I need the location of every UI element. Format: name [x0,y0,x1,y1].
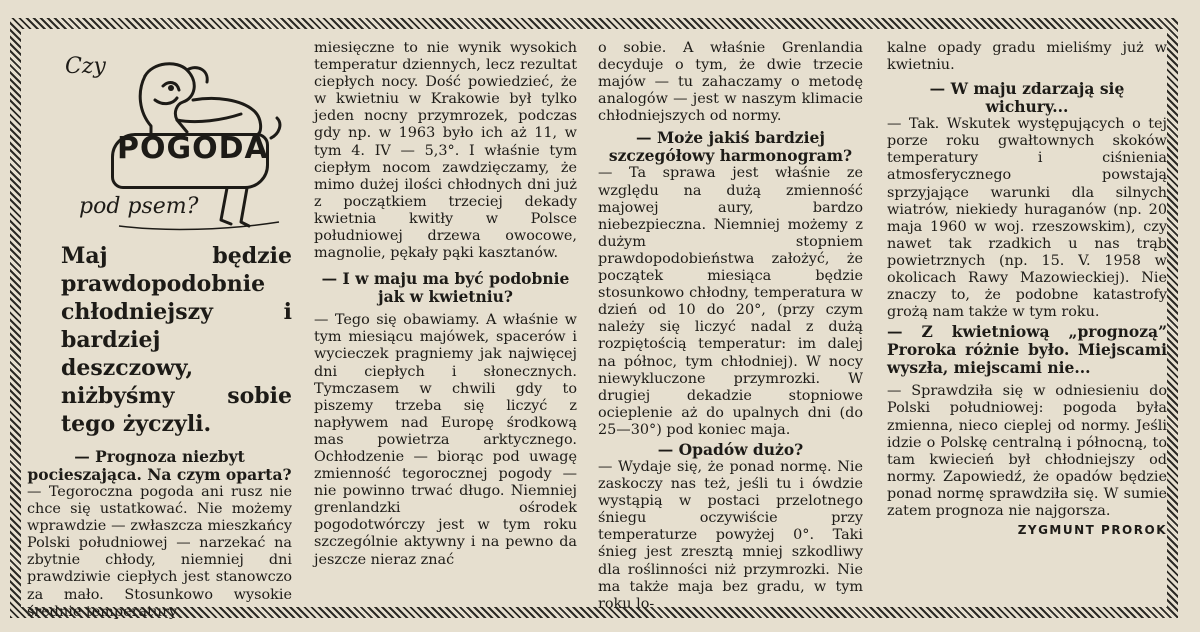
logo-top-text: Czy [65,54,106,79]
answer-5: — Tak. Wskutek występujących o tej porze roku gwałtownych skoków temperatury i ciśnienia atmosferycznego powstają sprzyjające warunki dla silnych wiatrów, niekiedy huraganów (np. 20 maja 1960 w woj. rzeszowskim), czy nawet tak rzadkich u nas trąb powietrznych (np. 15. V. 1958 w okolicach Rawy Mazowieckiej). Nie znaczy to, że podobne katastrofy grożą nam także w tym roku. [887,116,1167,321]
paragraph-continued: o sobie. A właśnie Grenlandia decyduje o tym, że dwie trzecie majów — tu zahaczamy o metodę analogów — jest w naszym klimacie chłodniejszych od normy. [598,40,863,125]
paragraph-continued: miesięczne to nie wynik wysokich temperatur dziennych, lecz rezultat ciepłych nocy. Dość powiedzieć, że w kwietniu w Krakowie był tylko jeden nocny przymrozek, podczas gdy np. w 1963 było ich aż 11, w tym 4. IV — 5,3°. I właśnie tym ciepłym nocom zawdzięczamy, że mimo dużej ilości chłodnych dni już z początkiem trzeciej dekady kwietnia kwitły w Polsce południowej drzewa owocowe, magnolie, pękały pąki kasztanów. [314,40,577,262]
author-signature: ZYGMUNT PROROK [1017,523,1167,538]
logo-bottom-text: pod psem? [79,194,199,219]
column-logo [27,40,292,240]
column-3 [598,40,863,613]
paragraph-continued: kalne opady gradu mieliśmy już w kwietniu. [887,40,1167,74]
question-6: — Z kwietniową „prognozą” Proroka różnie było. Miejscami wyszła, miejscami nie... [887,322,1167,378]
answer-1: — Tegoroczna pogoda ani rusz nie chce się ustatkować. Nie możemy wprawdzie — zwłaszcza mieszkańcy Polski południowej — narzekać na zbytnie chłody, niemniej dni prawdziwie ciepłych jest stanowczo za mało. Stosunkowo wysokie średnie temperatury [27,484,292,620]
question-4: — Opadów dużo? [657,439,804,459]
answer-6: — Sprawdziła się w odniesieniu do Polski południowej: pogoda była zmienna, nieco cieplej od normy. Jeśli idzie o Polskę centralną i północną, to tam kwiecień był chłodniejszy od normy. Zapowiedź, że opadów będzie ponad normę sprawdziła się. W sumie zatem prognoza nie najgorsza. [887,383,1167,519]
question-5: — W maju zdarzają się wichury... [929,79,1125,117]
question-1: — Prognoza niezbyt pocieszająca. Na czym oparta? [27,447,292,484]
question-2: — I w maju ma być podobnie jak w kwietniu? [321,269,570,307]
headline: Maj będzie prawdopodobnie chłodniejszy i bardziej deszczowy, niżbyśmy sobie tego życzyli. [61,243,292,437]
article [27,40,1173,620]
column-1 [27,40,292,621]
logo-main-text: POGODA [117,131,269,166]
column-4 [887,40,1167,539]
answer-4: — Wydaje się, że ponad normę. Nie zaskoczy nas też, jeśli tu i ówdzie wystąpią w postaci przelotnego śniegu oczywiście przy temperaturze powyżej 0°. Taki śnieg jest zresztą mniej szkodliwy dla roślinności niż przymrozki. Nie ma także maja bez gradu, w tym roku lo- [598,458,863,612]
column-2 [314,40,577,569]
answer-2: — Tego się obawiamy. A właśnie w tym miesiącu majówek, spacerów i wycieczek pragniemy jak najwięcej dni ciepłych i słonecznych. Tymczasem w chwili gdy to piszemy trzeba się liczyć z napływem nad Europę środkową mas powietrza arktycznego. Ochłodzenie — biorąc pod uwagę zmienność tegorocznej pogody — nie powinno trwać długo. Niemniej grenlandzki ośrodek pogodotwórczy jest w tym roku szczególnie aktywny i na pewno da jeszcze nieraz znać [314,312,577,568]
question-3: — Może jakiś bardziej szczegółowy harmonogram? [608,128,853,166]
answer-3: — Ta sprawa jest właśnie ze względu na dużą zmienność majowej aury, bardzo niebezpieczna. Niemniej możemy z dużym stopniem prawdopodobieństwa założyć, że początek miesiąca będzie stosunkowo chłodny, temperatura w dzień od 10 do 20°, (przy czym należy się liczyć nadal z dużą rozpiętością temperatur: im dalej na północ, tym chłodniej). W nocy niewykluczone przymrozki. W drugiej dekadzie stopniowe ocieplenie aż do upalnych dni (do 25—30°) pod koniec maja. [598,165,863,438]
